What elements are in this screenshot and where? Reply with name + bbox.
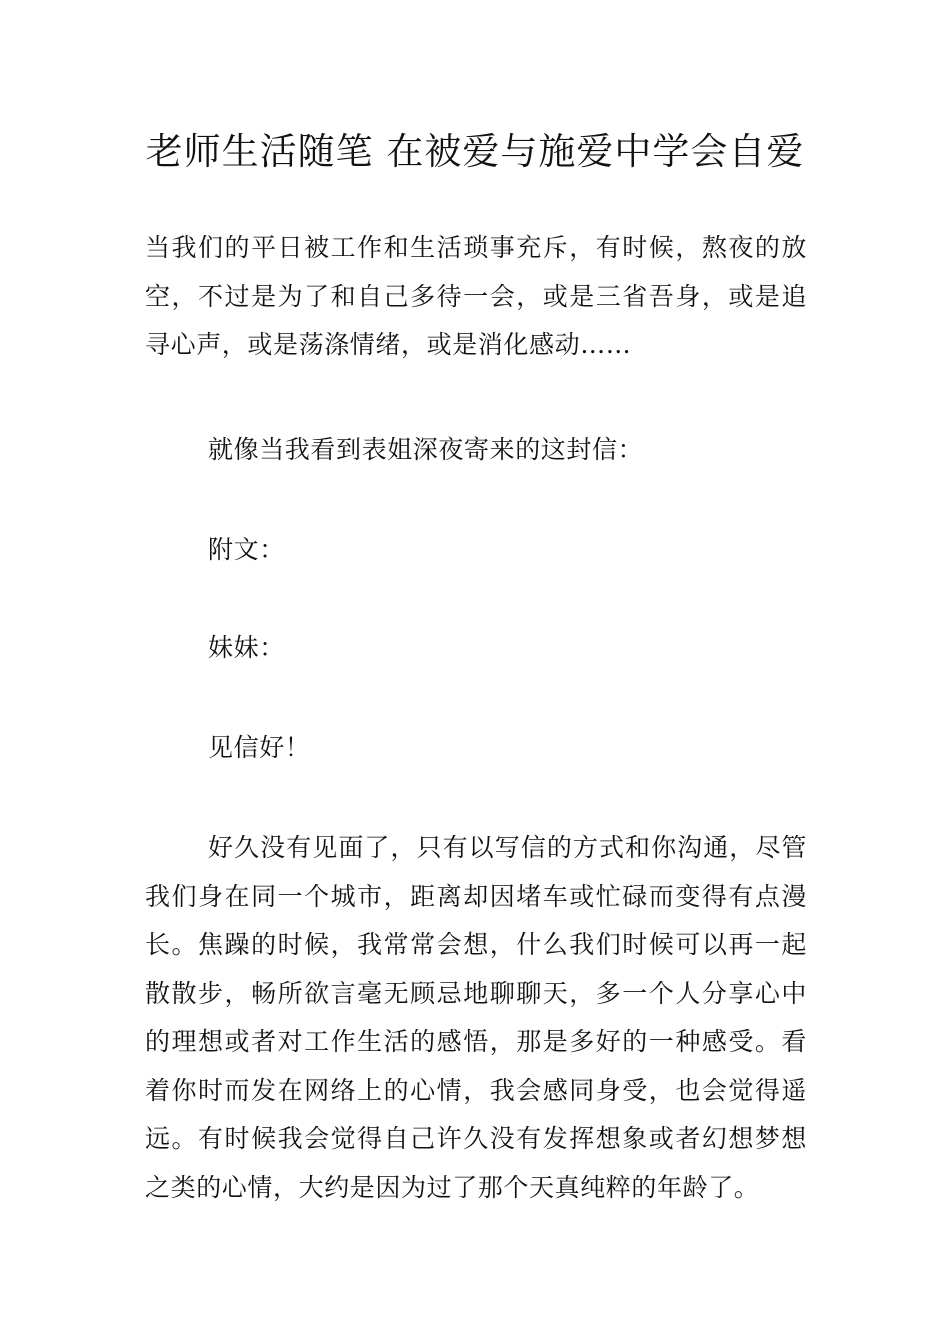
paragraph-intro: 当我们的平日被工作和生活琐事充斥，有时候，熬夜的放空，不过是为了和自己多待一会，或是三省吾身，或是追寻心声，或是荡涤情绪，或是消化感动……: [145, 233, 807, 359]
paragraph-letter-intro: 就像当我看到表姐深夜寄来的这封信：: [208, 435, 644, 464]
paragraph-attachment-label: 附文：: [208, 535, 285, 564]
paragraph-letter-body: 好久没有见面了，只有以写信的方式和你沟通，尽管我们身在同一个城市，距离却因堵车或忙碌而变得有点漫长。焦躁的时候，我常常会想，什么我们时候可以再一起散散步，畅所欲言毫无顾忌地聊聊天，多一个人分享心中的理想或者对工作生活的感悟，那是多好的一种感受。看着你时而发在网络上的心情，我会感同身受，也会觉得遥远。有时候我会觉得自己许久没有发挥想象或者幻想梦想之类的心情，大约是因为过了那个天真纯粹的年龄了。: [145, 833, 807, 1202]
paragraph-salutation: 妹妹：: [208, 633, 285, 662]
document-title: 老师生活随笔 在被爱与施爱中学会自爱: [145, 130, 805, 173]
paragraph-greeting: 见信好！: [208, 733, 311, 762]
